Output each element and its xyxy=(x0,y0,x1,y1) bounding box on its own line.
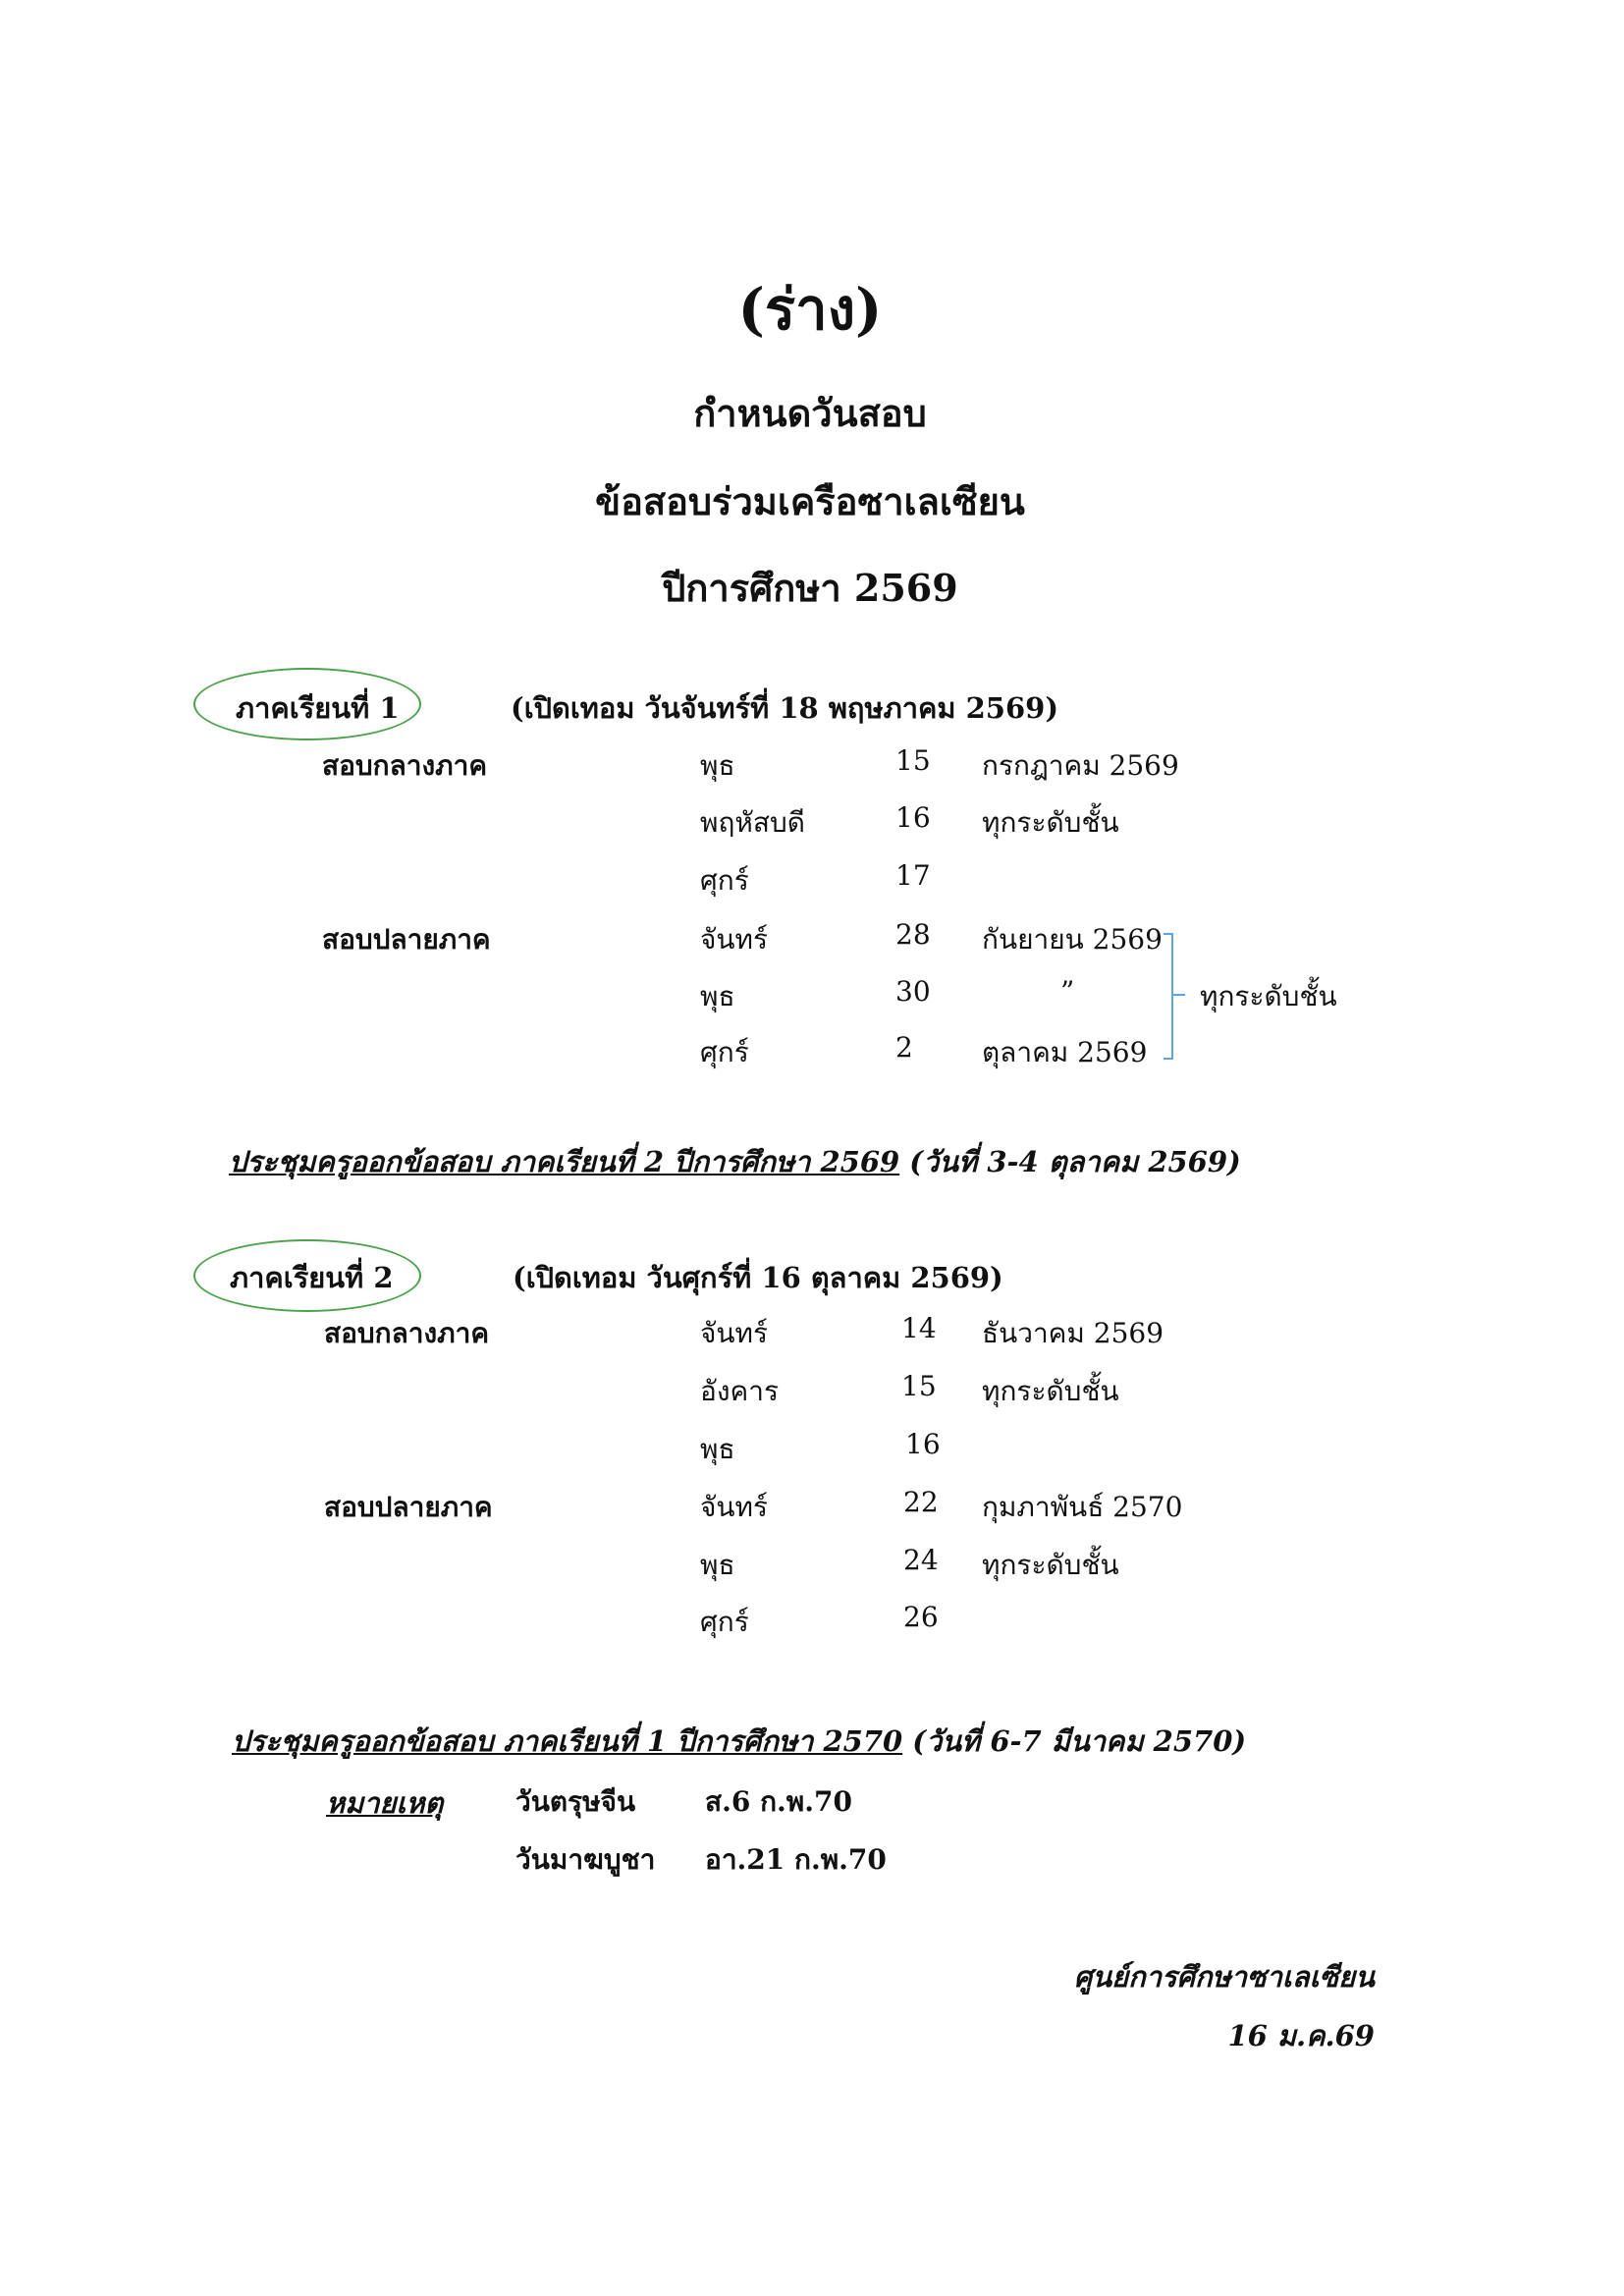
term2-row-date: 15 xyxy=(901,1370,937,1402)
remarks-label: หมายเหตุ xyxy=(326,1786,444,1820)
remark-name: วันตรุษจีน xyxy=(515,1785,636,1818)
term2-row-note: กุมภาพันธ์ 2570 xyxy=(982,1491,1183,1523)
grouping-bracket xyxy=(1164,933,1173,1060)
term2-row-day: ศุกร์ xyxy=(700,1606,749,1638)
meeting1-line xyxy=(229,1139,1241,1184)
term1-row-note: ทุกระดับชั้น xyxy=(982,806,1119,839)
meeting2-dates: (วันที่ 6-7 มีนาคม 2570) xyxy=(912,1724,1247,1758)
term1-final-label: สอบปลายภาค xyxy=(322,923,491,956)
term2-row-note: ทุกระดับชั้น xyxy=(982,1375,1119,1407)
signature-org: ศูนย์การศึกษาซาเลเซียน xyxy=(1073,1960,1375,1994)
bracket-tick xyxy=(1173,994,1185,996)
term2-row-day: จันทร์ xyxy=(700,1491,769,1523)
remark-name: วันมาฆบูชา xyxy=(515,1843,656,1876)
term1-row-date: 30 xyxy=(895,975,931,1008)
term1-row-date: 2 xyxy=(895,1031,913,1064)
term2-row-date: 14 xyxy=(901,1312,937,1344)
term1-row-day: จันทร์ xyxy=(700,923,769,956)
term1-row-note: กรกฎาคม 2569 xyxy=(982,749,1179,782)
term1-row-date: 15 xyxy=(895,744,931,777)
meeting2-text: ประชุมครูออกข้อสอบ ภาคเรียนที่ 1 ปีการศึกษา 2570 xyxy=(232,1724,903,1758)
signature-date: 16 ม.ค.69 xyxy=(1227,2019,1375,2052)
meeting1-text: ประชุมครูออกข้อสอบ ภาคเรียนที่ 2 ปีการศึกษา 2569 xyxy=(229,1145,900,1178)
bracket-note: ทุกระดับชั้น xyxy=(1200,980,1337,1012)
term2-row-day: อังคาร xyxy=(700,1375,779,1407)
draft-label: (ร่าง) xyxy=(737,276,883,343)
academic-year: ปีการศึกษา 2569 xyxy=(662,566,958,610)
meeting1-dates: (วันที่ 3-4 ตุลาคม 2569) xyxy=(909,1145,1241,1178)
meeting2-line xyxy=(232,1719,1246,1764)
term1-row-day: ศุกร์ xyxy=(700,1036,749,1068)
term1-row-day: พุธ xyxy=(700,749,735,782)
term1-label: ภาคเรียนที่ 1 xyxy=(236,691,400,725)
term2-row-day: พุธ xyxy=(700,1433,735,1465)
term2-row-note: ทุกระดับชั้น xyxy=(982,1549,1119,1581)
term2-row-note: ธันวาคม 2569 xyxy=(982,1317,1164,1349)
term1-row-date: 28 xyxy=(895,918,931,951)
term1-midterm-label: สอบกลางภาค xyxy=(322,749,488,782)
term2-midterm-label: สอบกลางภาค xyxy=(324,1317,490,1349)
term2-row-date: 22 xyxy=(903,1486,939,1518)
term1-row-note: ตุลาคม 2569 xyxy=(982,1036,1148,1068)
term1-row-note: กันยายน 2569 xyxy=(982,923,1163,956)
term1-opening: (เปิดเทอม วันจันทร์ที่ 18 พฤษภาคม 2569) xyxy=(511,691,1059,725)
remark-date: อา.21 ก.พ.70 xyxy=(705,1843,887,1876)
term2-final-label: สอบปลายภาค xyxy=(324,1491,493,1523)
term2-row-day: พุธ xyxy=(700,1549,735,1581)
term1-row-day: พฤหัสบดี xyxy=(700,806,805,839)
term2-row-day: จันทร์ xyxy=(700,1317,769,1349)
page-title: กำหนดวันสอบ xyxy=(693,391,927,435)
term1-row-day: ศุกร์ xyxy=(700,864,749,897)
term2-row-date: 24 xyxy=(903,1544,939,1576)
term1-row-date: 16 xyxy=(895,801,931,834)
page-subtitle: ข้อสอบร่วมเครือซาเลเซียน xyxy=(595,479,1025,523)
term2-row-date: 26 xyxy=(903,1601,939,1633)
term1-row-day: พุธ xyxy=(700,980,735,1012)
term2-label: ภาคเรียนที่ 2 xyxy=(230,1261,394,1294)
term2-row-date: 16 xyxy=(905,1428,941,1460)
remark-date: ส.6 ก.พ.70 xyxy=(705,1785,852,1818)
term1-row-ditto: ” xyxy=(1060,975,1075,1008)
term1-row-date: 17 xyxy=(895,859,931,892)
term2-opening: (เปิดเทอม วันศุกร์ที่ 16 ตุลาคม 2569) xyxy=(513,1261,1003,1294)
